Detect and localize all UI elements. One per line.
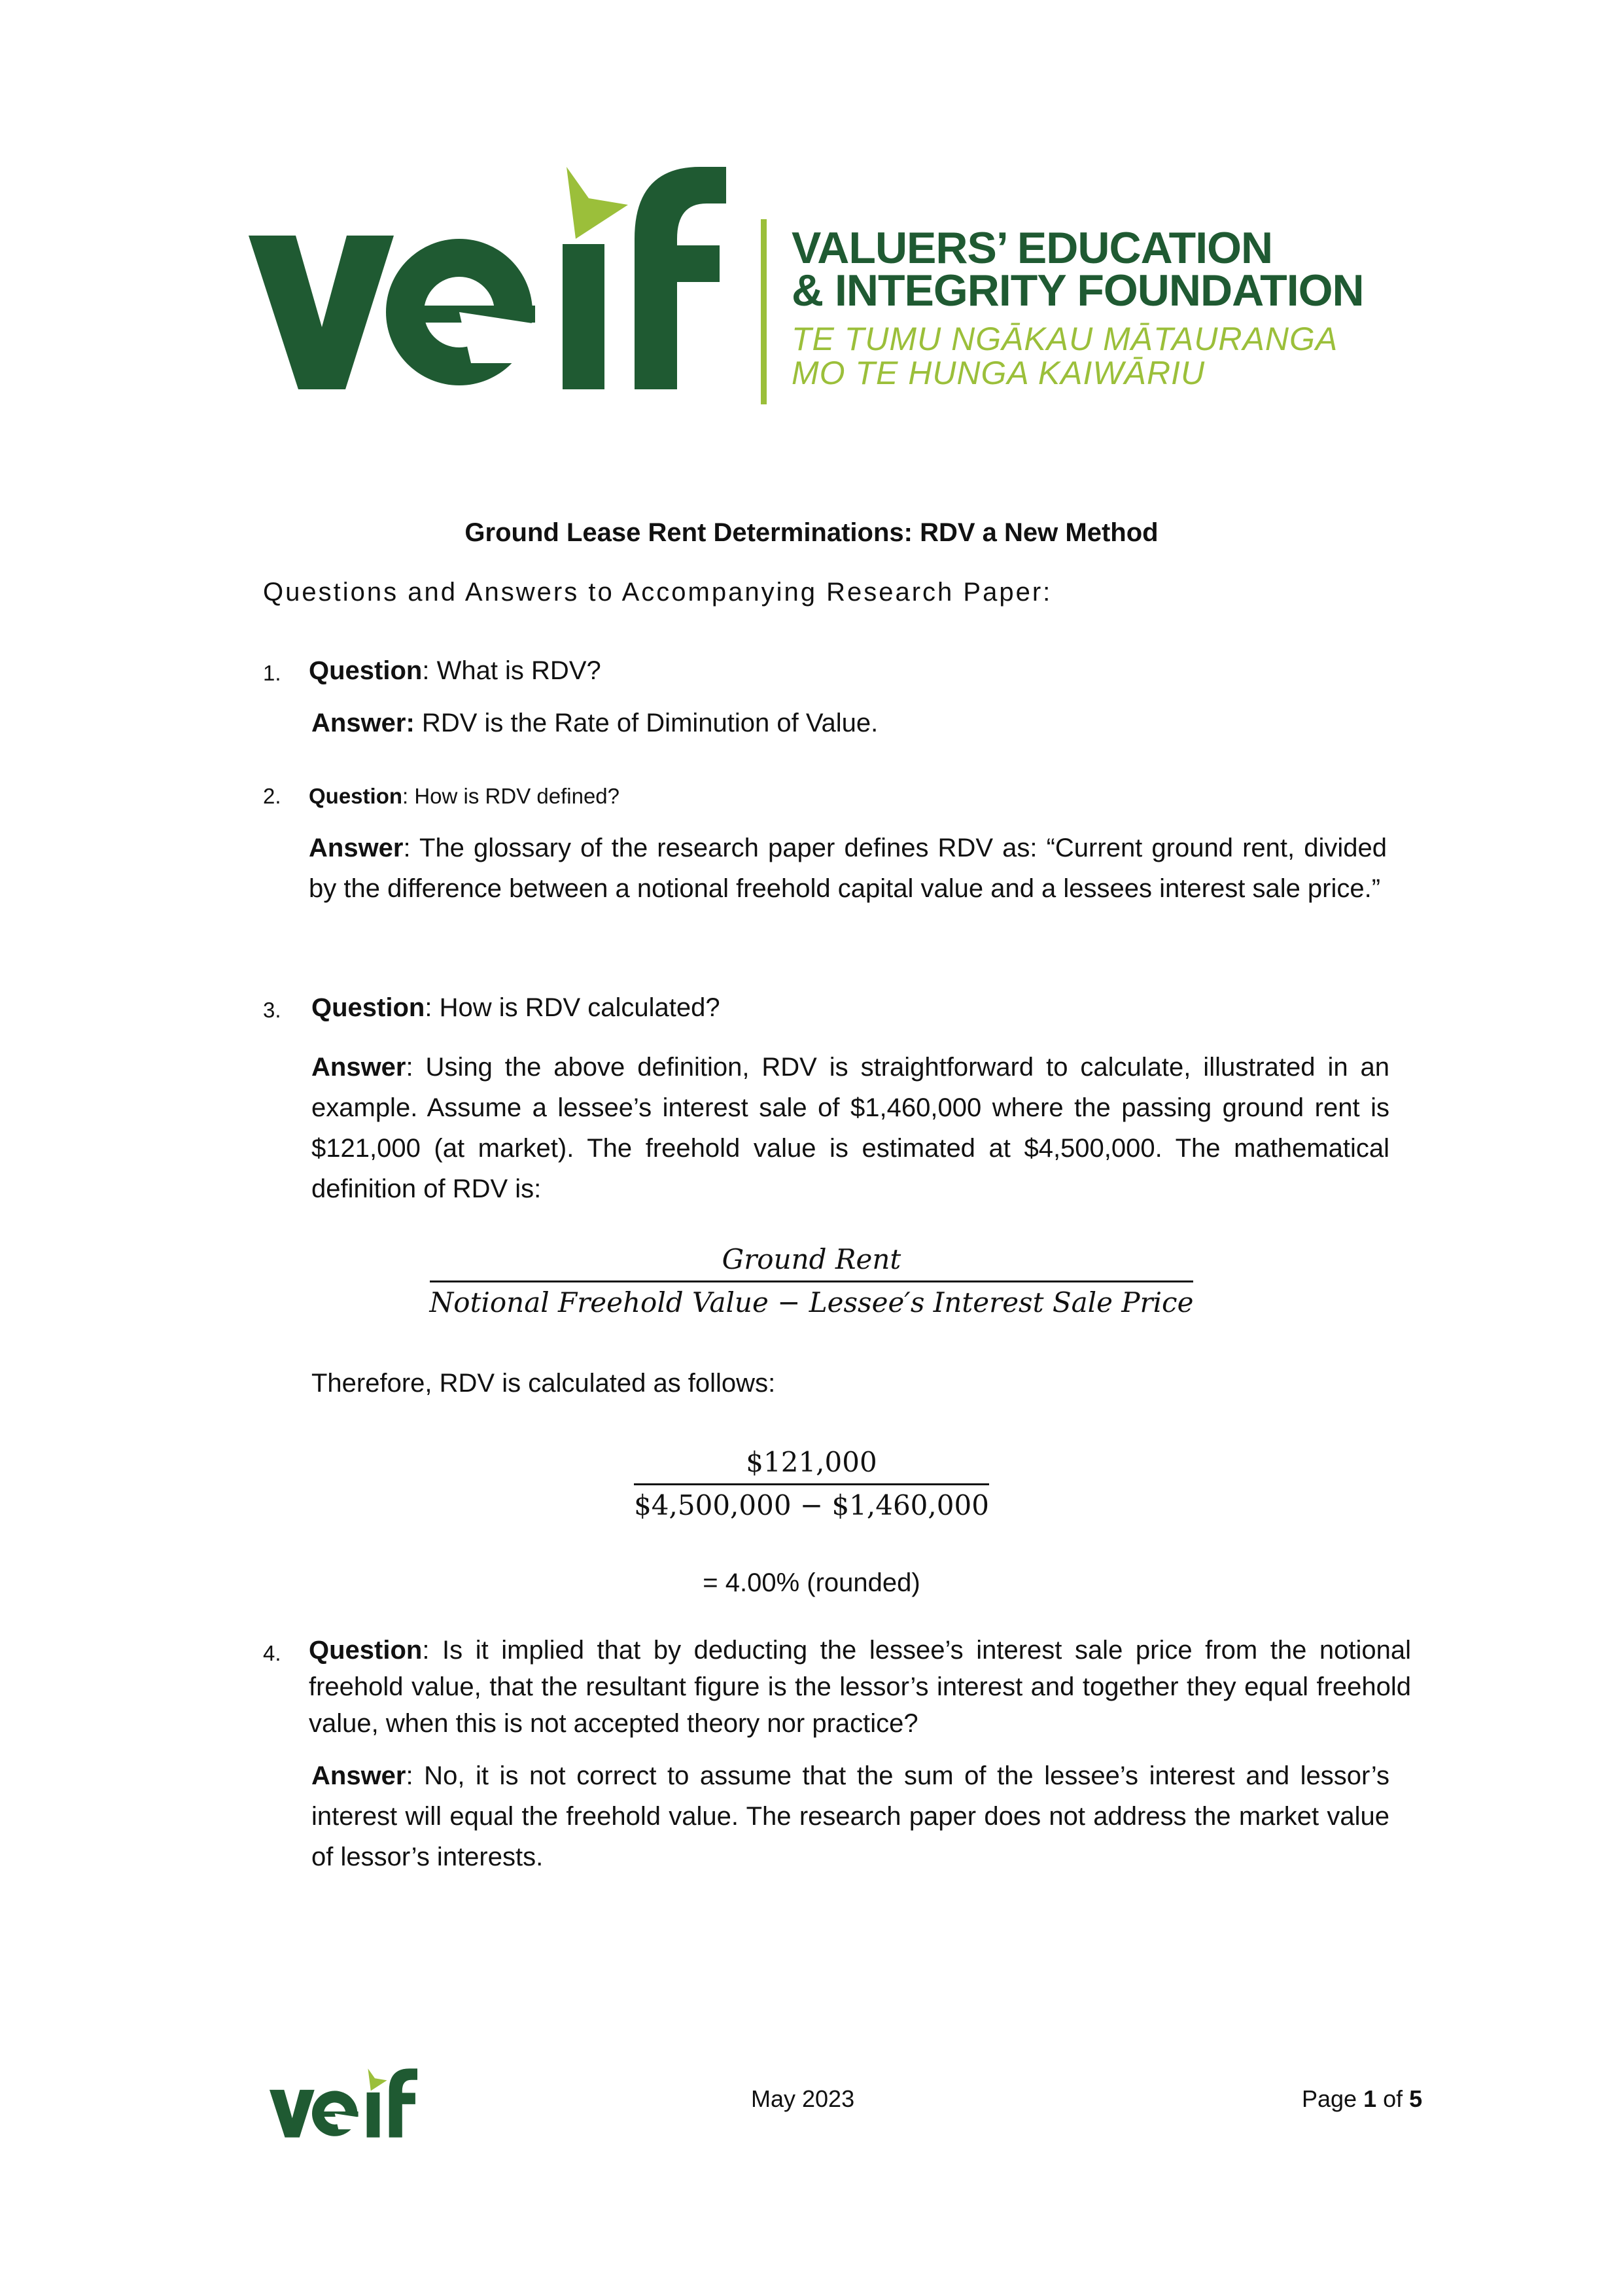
answer-text: : Using the above definition, RDV is straightforward to calculate, illustrated in an example. Assume a lessee’s interest sale of $1,460,000 where the passing ground rent is $121,000 (at market). The freehold value is estimated at $4,500,000. The mathematical definition of RDV is: (311, 1053, 1389, 1203)
page-current: 1 (1363, 2085, 1377, 2112)
answer-label: Answer: (311, 709, 415, 737)
question-label: Question (309, 656, 423, 685)
item-number: 3. (263, 998, 281, 1022)
rdv-result: = 4.00% (rounded) (703, 1568, 920, 1597)
question-label: Question (309, 784, 403, 808)
answer-label: Answer (311, 1053, 406, 1082)
question-4 (309, 1632, 1411, 1742)
formula-numerator: Ground Rent (722, 1243, 901, 1275)
page-total: 5 (1409, 2085, 1423, 2112)
answer-text: : No, it is not correct to assume that the sum of the lessee’s interest and lessor’s interest will equal the freehold value. The research paper does not address the market value of lessor’s interests. (311, 1761, 1389, 1871)
answer-label: Answer (309, 834, 404, 862)
question-text: : What is RDV? (422, 656, 601, 685)
question-2 (309, 784, 620, 809)
answer-label: Answer (311, 1761, 406, 1790)
answer-2 (309, 828, 1387, 909)
rdv-formula (0, 1243, 1623, 1318)
question-3 (311, 993, 720, 1023)
item-number: 2. (263, 784, 281, 808)
answer-1 (311, 709, 878, 738)
maori-name-line2: MO TE HUNGA KAIWĀRIU (792, 355, 1206, 391)
answer-4 (311, 1756, 1389, 1877)
item-number: 4. (263, 1641, 281, 1665)
maori-name-line1: TE TUMU NGĀKAU MĀTAURANGA (792, 321, 1338, 357)
page-of: of (1376, 2085, 1410, 2112)
therefore-text: Therefore, RDV is calculated as follows: (311, 1369, 776, 1398)
page-indicator (1302, 2085, 1422, 2113)
rdv-calculation (0, 1446, 1623, 1521)
answer-3 (311, 1047, 1389, 1209)
org-name-line1: VALUERS’ EDUCATION (792, 223, 1273, 273)
veif-logo (249, 167, 726, 389)
calc-numerator: $121,000 (746, 1446, 877, 1478)
formula-denominator: Notional Freehold Value − Lessee′s Interest Sale Price (430, 1280, 1194, 1318)
question-label: Question (309, 1636, 423, 1665)
veif-footer-logo (270, 2068, 417, 2138)
footer-date: May 2023 (751, 2085, 855, 2112)
answer-text: RDV is the Rate of Diminution of Value. (414, 709, 879, 737)
calc-denominator: $4,500,000 − $1,460,000 (634, 1483, 989, 1521)
question-1 (309, 656, 601, 686)
question-text: : Is it implied that by deducting the lessee’s interest sale price from the notional freehold value, that the resultant figure is the lessor’s interest and together they equal freehold value, when this is not accepted theory nor practice? (309, 1636, 1411, 1738)
item-number: 1. (263, 661, 281, 685)
question-text: : How is RDV defined? (402, 784, 620, 808)
document-title: Ground Lease Rent Determinations: RDV a New Method (464, 518, 1159, 547)
intro-text: Questions and Answers to Accompanying Research Paper: (263, 578, 1053, 607)
question-label: Question (311, 993, 425, 1022)
answer-text: : The glossary of the research paper defines RDV as: “Current ground rent, divided by the difference between a notional freehold capital value and a lessees interest sale price.” (309, 834, 1387, 903)
logo-divider (761, 219, 767, 404)
page-prefix: Page (1302, 2085, 1364, 2112)
org-name-line2: & INTEGRITY FOUNDATION (792, 266, 1364, 315)
question-text: : How is RDV calculated? (425, 993, 720, 1022)
